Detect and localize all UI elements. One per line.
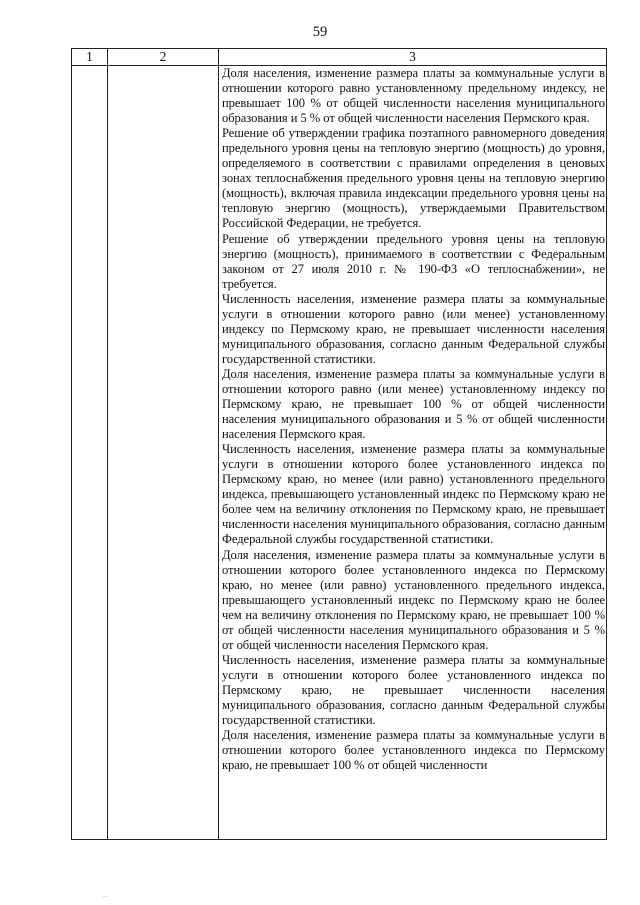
cell-col-3 [219, 66, 607, 840]
table-header-row [72, 49, 607, 66]
column-header-1: 1 [72, 49, 108, 66]
paragraph-share-equal-limit: Доля населения, изменение размера платы за коммунальные услуги в отношении которого равно установленному предельному индексу, не превышает 100 % от общей численности населения муниципального образования и 5 % от общей численности населения Пермского края. [222, 66, 605, 126]
paragraph-price-level-decision: Решение об утверждении предельного уровня цены на тепловую энергию (мощность), принимаемого в соответствии с Федеральным законом от 27 июля 2010 г. № 190-ФЗ «О теплоснабжении», не требуется. [222, 231, 605, 291]
paragraph-population-above-index: Численность населения, изменение размера платы за коммунальные услуги в отношении которого более установленного индекса по Пермскому краю, не превышает численности населения муниципального образования, согласно данным Федеральной службы государственной статистики. [222, 652, 605, 728]
column-header-3: 3 [219, 49, 607, 66]
paragraph-schedule-decision: Решение об утверждении графика поэтапного равномерного доведения предельного уровня цены на тепловую энергию (мощность) до уровня, определяемого в соответствии с правилами определения в ценовых зонах теплоснабжения предельного уровня цены на тепловую энергию (мощность), включая правила индексации предельного уровня цены на тепловую энергию (мощность), утверждаемыми Правительством Российской Федерации, не требуется. [222, 126, 605, 231]
cell-col-1 [72, 66, 108, 840]
paragraph-share-between-indices: Доля населения, изменение размера платы за коммунальные услуги в отношении которого более установленного индекса по Пермскому краю, но менее (или равно) установленного предельного индекса, превышающего установленный индекс по Пермскому краю не более чем на величину отклонения по Пермскому краю, не превышает 100 % от общей численности населения муниципального образования и 5 % от общей численности населения Пермского края. [222, 547, 605, 652]
column-header-2: 2 [108, 49, 219, 66]
table-row [72, 66, 607, 840]
paragraph-population-between-indices: Численность населения, изменение размера платы за коммунальные услуги в отношении которого более установленного индекса по Пермскому краю, но менее (или равно) установленного предельного индекса, превышающего установленный индекс по Пермскому краю не более чем на величину отклонения по Пермскому краю, не превышает численности населения муниципального образования, согласно данным Федеральной службы государственной статистики. [222, 442, 605, 547]
document-table [71, 48, 607, 840]
paragraph-share-above-index: Доля населения, изменение размера платы за коммунальные услуги в отношении которого более установленного индекса по Пермскому краю, не превышает 100 % от общей численности [222, 728, 605, 773]
scan-mark: ... [103, 893, 108, 899]
paragraph-share-equal-index: Доля населения, изменение размера платы за коммунальные услуги в отношении которого равно (или менее) установленному индексу по Пермскому краю, не превышает 100 % от общей численности населения муниципального образования и 5 % от общей численности населения Пермского края. [222, 366, 605, 442]
page-number: 59 [312, 24, 328, 40]
cell-col-2 [108, 66, 219, 840]
paragraph-population-equal-index: Численность населения, изменение размера платы за коммунальные услуги в отношении которого равно (или менее) установленному индексу по Пермскому краю, не превышает численности населения муниципального образования, согласно данным Федеральной службы государственной статистики. [222, 291, 605, 366]
